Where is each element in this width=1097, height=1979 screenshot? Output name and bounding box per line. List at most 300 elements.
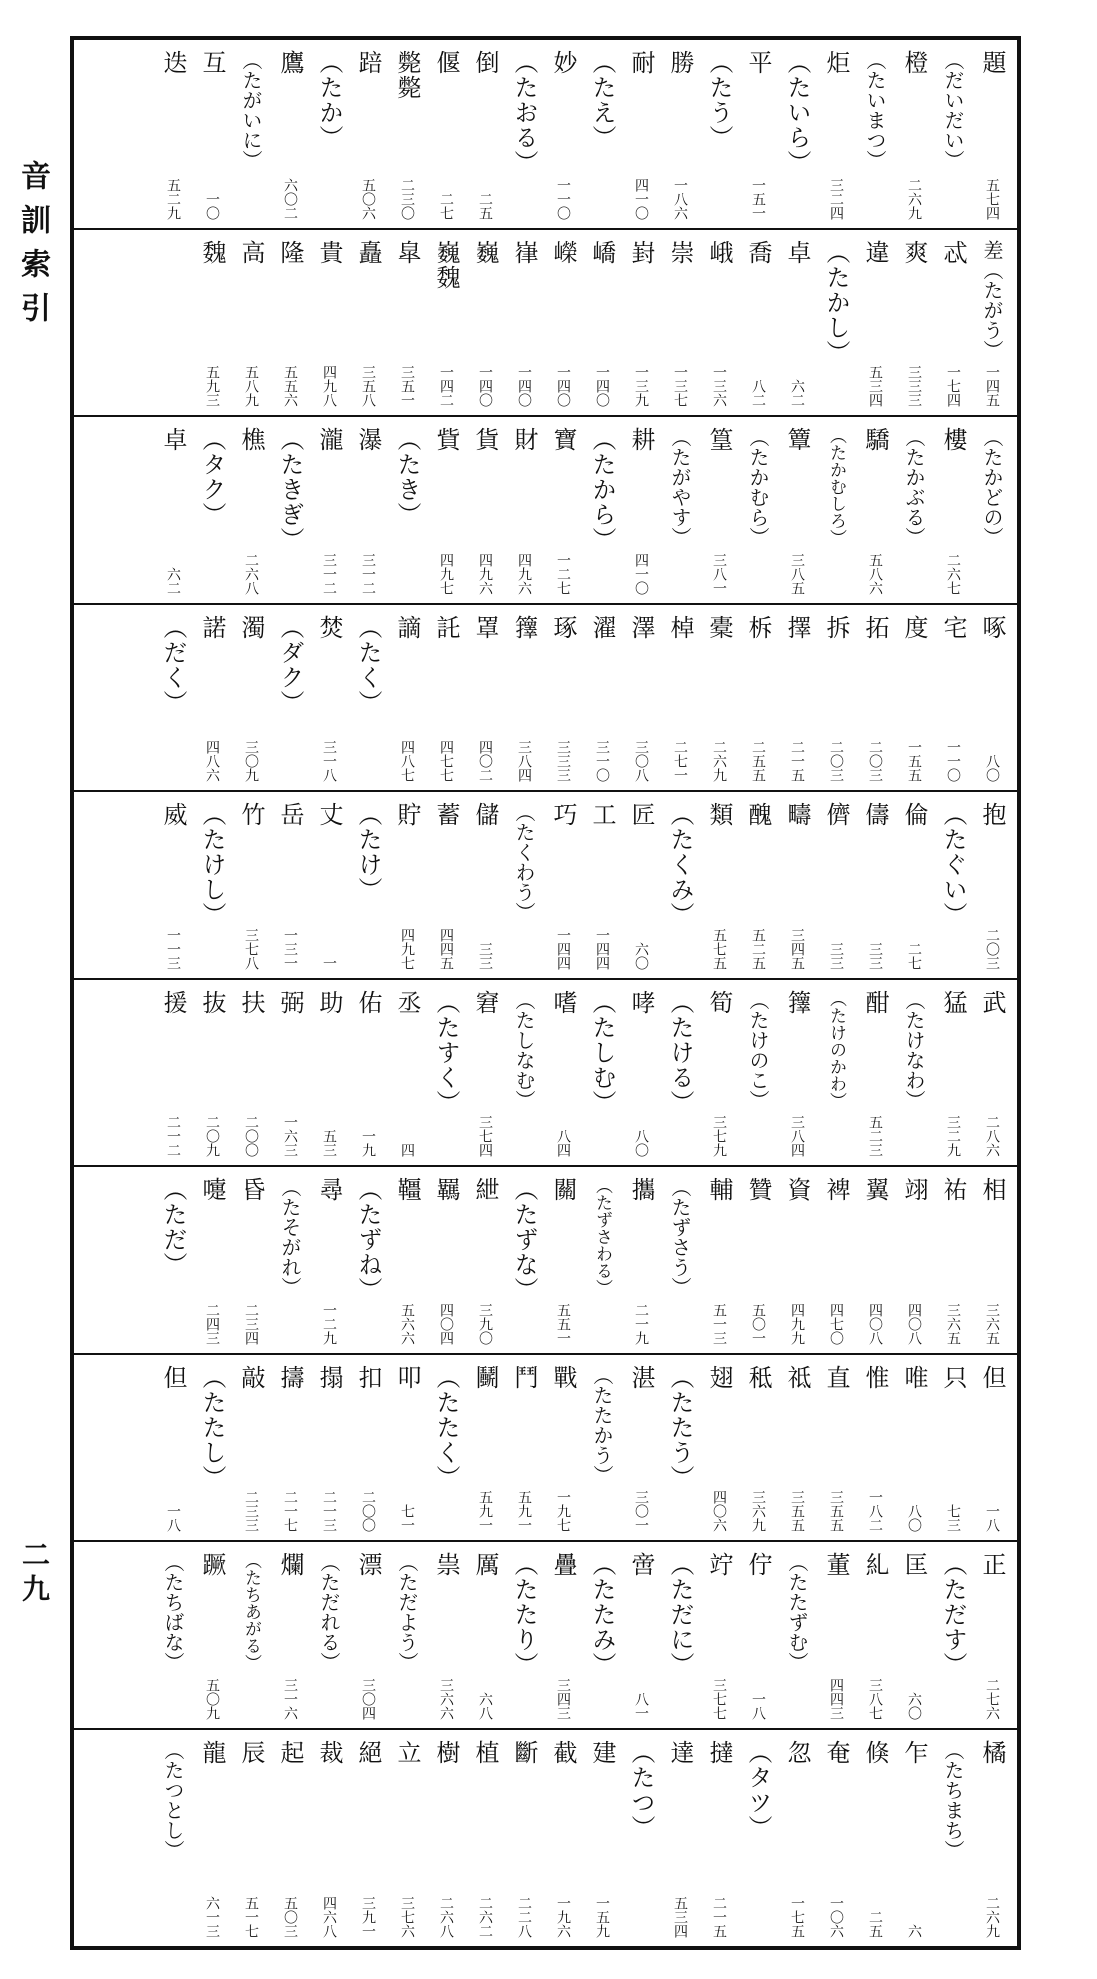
index-entry (153, 423, 192, 597)
index-entry (738, 1548, 777, 1722)
index-entry (270, 611, 309, 784)
entry-page-ref: 二〇〇 (243, 1115, 259, 1157)
index-entry (153, 611, 192, 784)
index-entry (816, 986, 855, 1159)
entry-text: （たずね） (354, 1177, 382, 1302)
index-entry (816, 1361, 855, 1534)
index-entry (231, 1361, 270, 1534)
entry-text: （ただれる） (317, 1552, 341, 1672)
entry-text: 嵂 (510, 240, 538, 265)
index-entry (270, 986, 309, 1159)
entry-page-ref: 五九一 (477, 1490, 493, 1532)
entry-page-ref: 五〇三 (282, 1896, 298, 1938)
index-entry (660, 46, 699, 222)
entry-text: 偃 (432, 50, 460, 75)
index-entry (465, 423, 504, 597)
entry-text: （たくわう） (512, 802, 536, 922)
entry-text: 搨 (315, 1365, 343, 1390)
entry-text: 斷 (510, 1740, 538, 1765)
entry-text: （たけ） (354, 802, 382, 902)
entry-text: 辰 (237, 1740, 265, 1765)
index-entry (777, 1548, 816, 1722)
index-entry (309, 1361, 348, 1534)
index-entry (816, 46, 855, 222)
index-entry (192, 236, 231, 409)
index-entry (699, 236, 738, 409)
entry-page-ref: 四九六 (516, 553, 532, 595)
entry-page-ref: 一四〇 (555, 365, 571, 407)
entry-text: 違 (861, 240, 889, 265)
entry-text: 高 (237, 240, 265, 265)
index-entry (816, 236, 855, 409)
entry-text: 鬥 (510, 1365, 538, 1390)
index-entry (894, 986, 933, 1159)
entry-text: 乍 (900, 1740, 928, 1765)
index-entry (465, 1548, 504, 1722)
entry-page-ref: 三一八 (321, 740, 337, 782)
index-entry (777, 46, 816, 222)
index-entry (387, 423, 426, 597)
entry-text: （ただ） (159, 1177, 187, 1277)
entry-page-ref: 三七六 (399, 1896, 415, 1938)
entry-text: 擇 (783, 615, 811, 640)
index-entry (933, 1173, 972, 1347)
index-entry (855, 986, 894, 1159)
index-entry (309, 1548, 348, 1722)
entry-text: （たかむら） (746, 427, 770, 547)
entry-text: 爛 (276, 1552, 304, 1577)
entry-page-ref: 二三三 (243, 1490, 259, 1532)
entry-page-ref: 三三 (867, 942, 883, 970)
entry-text: 窘 (471, 990, 499, 1015)
entry-text: 拓 (861, 615, 889, 640)
entry-text: 疊 (549, 1552, 577, 1577)
index-entry (621, 986, 660, 1159)
entry-page-ref: 一八 (165, 1504, 181, 1532)
index-band (74, 1542, 1017, 1730)
entry-page-ref: 三七七 (711, 1678, 727, 1720)
index-band (74, 1167, 1017, 1355)
entry-page-ref: 四 (399, 1143, 415, 1157)
entry-page-ref: 三三三 (555, 740, 571, 782)
entry-text: 踣 (354, 50, 382, 75)
entry-text: 嶸 (549, 240, 577, 265)
entry-page-ref: 四〇八 (867, 1303, 883, 1345)
entry-page-ref: 五九三 (204, 365, 220, 407)
index-entry (621, 1548, 660, 1722)
entry-text: 貯 (393, 802, 421, 827)
entry-text: （たちばな） (161, 1552, 185, 1672)
index-entry (153, 1548, 192, 1722)
entry-text: 忽 (783, 1740, 811, 1765)
entry-text: 魏 (198, 240, 226, 265)
entry-page-ref: 五二三 (867, 1115, 883, 1157)
entry-text: 但 (978, 1365, 1006, 1390)
index-entry (387, 798, 426, 972)
entry-page-ref: 二五五 (750, 740, 766, 782)
entry-page-ref: 二六九 (906, 178, 922, 220)
entry-text: 董 (822, 1552, 850, 1577)
entry-page-ref: 六八 (477, 1692, 493, 1720)
entry-text: （タク） (198, 427, 226, 527)
entry-page-ref: 二七 (438, 192, 454, 220)
index-entry (348, 611, 387, 784)
entry-text: 威 (159, 802, 187, 827)
entry-text: 厲 (471, 1552, 499, 1577)
index-entry (426, 1736, 465, 1940)
entry-text: 忒 (939, 240, 967, 265)
entry-text: 籜 (783, 990, 811, 1015)
entry-text: 類 (705, 802, 733, 827)
entry-page-ref: 二五 (867, 1910, 883, 1938)
entry-text: 橐 (705, 615, 733, 640)
entry-page-ref: 六二 (789, 379, 805, 407)
entry-text: 猛 (939, 990, 967, 1015)
index-entry (660, 986, 699, 1159)
entry-text: 巧 (549, 802, 577, 827)
index-entry (738, 423, 777, 597)
index-entry (543, 611, 582, 784)
entry-text: 但 (159, 1365, 187, 1390)
entry-page-ref: 三六五 (945, 1303, 961, 1345)
entry-text: （たたう） (666, 1365, 694, 1490)
entry-text: 抜 (198, 990, 226, 1015)
index-entry (465, 986, 504, 1159)
index-entry (972, 1173, 1011, 1347)
entry-page-ref: 一三一 (282, 928, 298, 970)
entry-text: 籜 (510, 615, 538, 640)
entry-page-ref: 二八六 (984, 1115, 1000, 1157)
index-entry (855, 46, 894, 222)
entry-text: （たしむ） (588, 990, 616, 1115)
entry-text: 紲 (471, 1177, 499, 1202)
entry-text: 相 (978, 1177, 1006, 1202)
entry-text: （たしなむ） (512, 990, 536, 1110)
entry-text: 祐 (939, 1177, 967, 1202)
entry-text: （たけなわ） (902, 990, 926, 1110)
index-entry (309, 423, 348, 597)
index-band (74, 230, 1017, 417)
index-entry (426, 1173, 465, 1347)
entry-text: 濯 (588, 615, 616, 640)
entry-page-ref: 四九七 (438, 553, 454, 595)
index-entry (972, 423, 1011, 597)
entry-text: 竚 (705, 1552, 733, 1577)
entry-text: 橙 (900, 50, 928, 75)
entry-text: 貲 (432, 427, 460, 452)
entry-page-ref: 二六八 (243, 553, 259, 595)
entry-text: 澤 (627, 615, 655, 640)
index-entry (348, 986, 387, 1159)
entry-page-ref: 三五五 (828, 1490, 844, 1532)
entry-page-ref: 四八六 (204, 740, 220, 782)
entry-text: 擣 (276, 1365, 304, 1390)
entry-text: 琢 (549, 615, 577, 640)
index-entry (387, 46, 426, 222)
index-entry (426, 423, 465, 597)
entry-text: （たけし） (198, 802, 226, 927)
entry-text: 啄 (978, 615, 1006, 640)
entry-text: 起 (276, 1740, 304, 1765)
entry-text: 直 (822, 1365, 850, 1390)
index-entry (231, 986, 270, 1159)
index-entry (621, 236, 660, 409)
index-entry (933, 1548, 972, 1722)
index-entry (192, 611, 231, 784)
index-entry (855, 1736, 894, 1940)
entry-text: 裨 (822, 1177, 850, 1202)
entry-text: （たかむしろ） (826, 427, 846, 546)
entry-page-ref: 四七〇 (828, 1303, 844, 1345)
index-entry (777, 236, 816, 409)
entry-text: 爽 (900, 240, 928, 265)
entry-text: 翊 (900, 1177, 928, 1202)
entry-page-ref: 二六二 (477, 1896, 493, 1938)
entry-text: （ただす） (939, 1552, 967, 1677)
index-entry (777, 611, 816, 784)
entry-page-ref: 一六三 (282, 1115, 298, 1157)
entry-text: 筍 (705, 990, 733, 1015)
entry-page-ref: 二四三 (204, 1303, 220, 1345)
entry-page-ref: 二二八 (516, 1896, 532, 1938)
index-entry (231, 1736, 270, 1940)
entry-page-ref: 六一三 (204, 1896, 220, 1938)
entry-text: （たがやす） (668, 427, 692, 547)
entry-text: 驕 (861, 427, 889, 452)
index-entry (699, 1361, 738, 1534)
index-entry (348, 1548, 387, 1722)
index-entry (543, 46, 582, 222)
index-entry (504, 611, 543, 784)
entry-text: 巍魏 (432, 240, 460, 290)
index-entry (543, 798, 582, 972)
entry-text: 輔 (705, 1177, 733, 1202)
index-entry (660, 1173, 699, 1347)
index-entry (933, 611, 972, 784)
entry-page-ref: 一四五 (984, 365, 1000, 407)
index-entry (387, 1173, 426, 1347)
entry-page-ref: 八〇 (984, 754, 1000, 782)
entry-page-ref: 三七八 (243, 928, 259, 970)
entry-page-ref: 一三七 (672, 365, 688, 407)
index-entry (231, 423, 270, 597)
index-entry (543, 1361, 582, 1534)
index-entry (504, 236, 543, 409)
entry-text: 嚏 (198, 1177, 226, 1202)
entry-text: （たけのこ） (746, 990, 770, 1110)
entry-text: （たおる） (510, 50, 538, 175)
index-entry (192, 1548, 231, 1722)
entry-page-ref: 八一 (633, 1692, 649, 1720)
page-number: 二九 (18, 1540, 51, 1608)
entry-text: 貴 (315, 240, 343, 265)
entry-page-ref: 四四五 (438, 928, 454, 970)
entry-text: 韁 (393, 1177, 421, 1202)
entry-page-ref: 三四五 (789, 928, 805, 970)
entry-text: 祟 (432, 1552, 460, 1577)
entry-text: 倏 (861, 1740, 889, 1765)
entry-page-ref: 二一九 (633, 1303, 649, 1345)
index-entry (933, 236, 972, 409)
index-entry (153, 1173, 192, 1347)
entry-text: 迭 (159, 50, 187, 75)
entry-text: （たたり） (510, 1552, 538, 1677)
entry-text: 祗 (783, 1365, 811, 1390)
entry-page-ref: 二〇三 (828, 740, 844, 782)
entry-text: 助 (315, 990, 343, 1015)
entry-text: 丈 (315, 802, 343, 827)
index-entry (894, 1736, 933, 1940)
entry-text: 宅 (939, 615, 967, 640)
index-entry (894, 611, 933, 784)
index-entry (894, 236, 933, 409)
entry-text: 扣 (354, 1365, 382, 1390)
entry-page-ref: 一四〇 (477, 365, 493, 407)
index-entry (777, 1736, 816, 1940)
entry-page-ref: 三九〇 (477, 1303, 493, 1345)
entry-text: （ただに） (666, 1552, 694, 1677)
entry-page-ref: 八二 (750, 379, 766, 407)
entry-page-ref: 六〇 (633, 942, 649, 970)
entry-text: （たから） (588, 427, 616, 552)
entry-page-ref: 一七四 (945, 365, 961, 407)
entry-text: （たか） (315, 50, 343, 150)
index-entry (309, 1736, 348, 1940)
entry-text: （ただよう） (395, 1552, 419, 1672)
index-entry (621, 1173, 660, 1347)
entry-page-ref: 四六八 (321, 1896, 337, 1938)
index-entry (972, 1548, 1011, 1722)
entry-page-ref: 二〇三 (984, 928, 1000, 970)
index-entry (426, 236, 465, 409)
entry-page-ref: 三二四 (828, 178, 844, 220)
entry-text: 羈 (432, 1177, 460, 1202)
index-entry (621, 423, 660, 597)
entry-text: 崇 (666, 240, 694, 265)
index-entry (348, 1736, 387, 1940)
entry-page-ref: 八四 (555, 1129, 571, 1157)
index-entry (543, 1173, 582, 1347)
index-entry (855, 1548, 894, 1722)
entry-text: 嶠 (588, 240, 616, 265)
entry-page-ref: 六二 (165, 567, 181, 595)
entry-text: （たちあがる） (241, 1552, 261, 1671)
entry-page-ref: 二〇三 (867, 740, 883, 782)
entry-text: 峨 (705, 240, 733, 265)
entry-text: 貨 (471, 427, 499, 452)
index-entry (309, 986, 348, 1159)
index-entry (816, 798, 855, 972)
entry-page-ref: 五九一 (516, 1490, 532, 1532)
entry-page-ref: 二六九 (984, 1896, 1000, 1938)
entry-page-ref: 三八五 (789, 553, 805, 595)
index-entry (465, 236, 504, 409)
index-entry (933, 46, 972, 222)
entry-text: 妙 (549, 50, 577, 75)
index-entry (933, 1736, 972, 1940)
entry-page-ref: 一四二 (438, 365, 454, 407)
index-entry (348, 1173, 387, 1347)
index-entry (582, 423, 621, 597)
index-entry (660, 1548, 699, 1722)
entry-text: 叩 (393, 1365, 421, 1390)
entry-text: 截 (549, 1740, 577, 1765)
entry-text: 竹 (237, 802, 265, 827)
index-entry (309, 1173, 348, 1347)
index-entry (465, 1173, 504, 1347)
entry-page-ref: 一五一 (750, 178, 766, 220)
entry-text: （たずさう） (668, 1177, 692, 1297)
entry-text: 贊 (744, 1177, 772, 1202)
index-entry (660, 1361, 699, 1534)
index-entry (972, 986, 1011, 1159)
index-entry (972, 798, 1011, 972)
entry-text: （たたく） (432, 1365, 460, 1490)
index-entry (465, 1361, 504, 1534)
index-entry (582, 798, 621, 972)
entry-page-ref: 五七五 (711, 928, 727, 970)
entry-page-ref: 一九七 (555, 1490, 571, 1532)
entry-text: 蓄 (432, 802, 460, 827)
index-entry (816, 423, 855, 597)
index-entry (309, 46, 348, 222)
index-entry (348, 1361, 387, 1534)
entry-text: 惟 (861, 1365, 889, 1390)
entry-page-ref: 一四四 (594, 928, 610, 970)
entry-page-ref: 六 (906, 1924, 922, 1938)
entry-page-ref: 三六九 (750, 1490, 766, 1532)
entry-text: 資 (783, 1177, 811, 1202)
index-entry (660, 423, 699, 597)
index-entry (270, 423, 309, 597)
index-entry (933, 798, 972, 972)
entry-text: 岳 (276, 802, 304, 827)
entry-page-ref: 五〇一 (750, 1303, 766, 1345)
index-entry (972, 1361, 1011, 1534)
index-entry (309, 236, 348, 409)
entry-text: 斃斃 (393, 50, 421, 100)
entry-text: 武 (978, 990, 1006, 1015)
entry-page-ref: 一三六 (711, 365, 727, 407)
entry-text: （たく） (354, 615, 382, 715)
entry-page-ref: 四八七 (399, 740, 415, 782)
index-entry (933, 1361, 972, 1534)
index-entry (426, 798, 465, 972)
entry-page-ref: 三五五 (789, 1490, 805, 1532)
index-entry (465, 798, 504, 972)
index-entry (855, 798, 894, 972)
entry-text: 差（たがう） (980, 240, 1004, 360)
entry-text: （たたかう） (590, 1365, 614, 1485)
entry-text: 平 (744, 50, 772, 75)
entry-page-ref: 三一二 (360, 553, 376, 595)
index-entry (699, 1548, 738, 1722)
index-entry (504, 1548, 543, 1722)
index-entry (387, 611, 426, 784)
index-entry (660, 1736, 699, 1940)
entry-text: （たえ） (588, 50, 616, 150)
entry-page-ref: 三三三 (906, 365, 922, 407)
entry-text: 昏 (237, 1177, 265, 1202)
index-entry (465, 611, 504, 784)
entry-page-ref: 一四四 (555, 928, 571, 970)
entry-text: 棹 (666, 615, 694, 640)
index-entry (465, 1736, 504, 1940)
index-band (74, 980, 1017, 1167)
entry-text: 哮 (627, 990, 655, 1015)
entry-text: 植 (471, 1740, 499, 1765)
entry-page-ref: 五三 (321, 1129, 337, 1157)
